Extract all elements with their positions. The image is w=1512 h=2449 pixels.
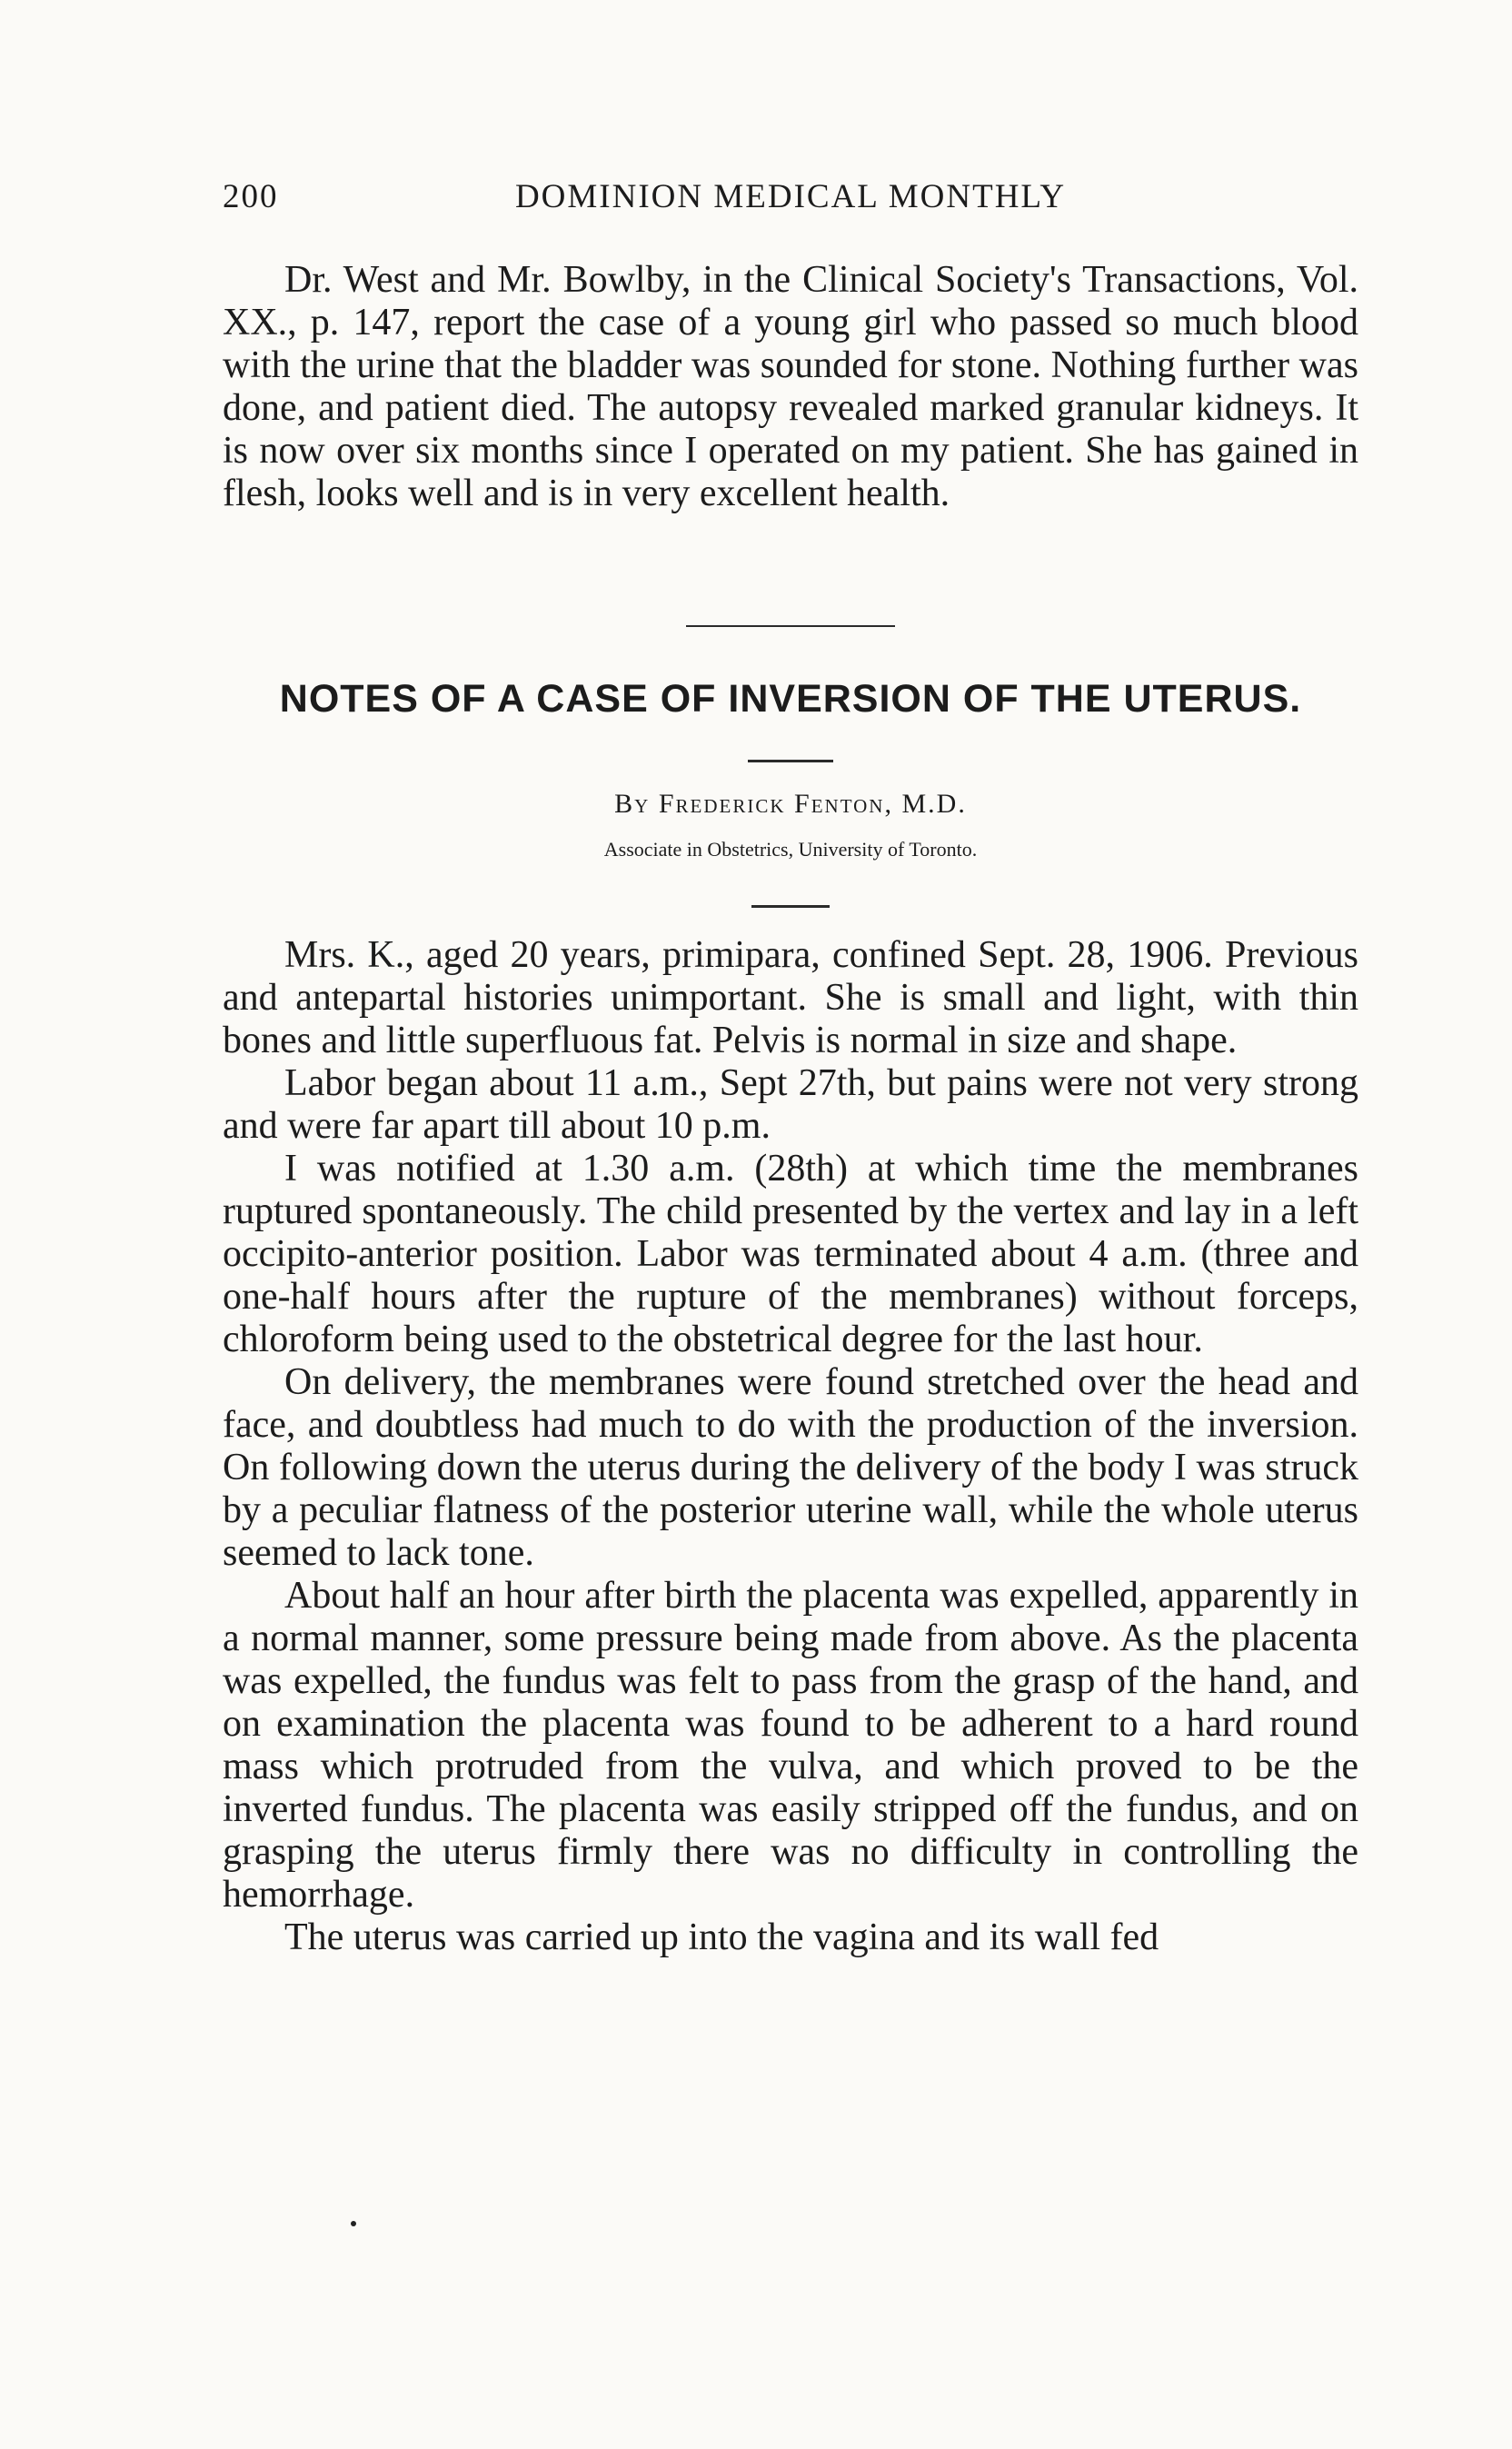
byline-divider [751,905,830,908]
article-paragraph: I was notified at 1.30 a.m. (28th) at which time the membranes ruptured spontaneously. The child presented by the vertex and lay in a left occipito-anterior position. Labor was terminated about 4 a.m. (three and one-half hours after the rupture of the membranes) without forceps, chloroform being used to the obstetrical degree for the last hour. [223,1148,1358,1360]
article-paragraph: Labor began about 11 a.m., Sept 27th, but pains were not very strong and were far apart till about 10 p.m. [223,1062,1358,1147]
intro-paragraph: Dr. West and Mr. Bowlby, in the Clinical Society's Transactions, Vol. XX., p. 147, report the case of a young girl who passed so much blood with the urine that the bladder was sounded for stone. Nothing further was done, and patient died. The autopsy revealed marked granular kidneys. It is now over six months since I operated on my patient. She has gained in flesh, looks well and is in very excellent health. [223,259,1358,514]
article-paragraph: On delivery, the membranes were found stretched over the head and face, and doubtless had much to do with the production of the inversion. On following down the uterus during the delivery of the body I was struck by a peculiar flatness of the posterior uterine wall, while the whole uterus seemed to lack tone. [223,1361,1358,1574]
section-divider [686,625,895,627]
author-affiliation: Associate in Obstetrics, University of Toronto. [603,838,978,861]
page-number: 200 [223,178,279,215]
article-title: NOTES OF A CASE OF INVERSION OF THE UTERUS. [279,677,1302,721]
journal-title: DOMINION MEDICAL MONTHLY [514,178,1067,215]
print-speck [351,2221,356,2226]
author-byline: By Frederick Fenton, M.D. [614,789,967,819]
title-divider [748,760,833,762]
article-body [223,934,1358,1959]
running-header [223,177,1358,223]
intro-section [223,259,1358,515]
article-paragraph: Mrs. K., aged 20 years, primipara, confined Sept. 28, 1906. Previous and antepartal histories unimportant. She is small and light, with thin bones and little superfluous fat. Pelvis is normal in size and shape. [223,934,1358,1061]
article-paragraph: The uterus was carried up into the vagina and its wall fed [284,1916,1159,1958]
article-paragraph: About half an hour after birth the placenta was expelled, apparently in a normal manner, some pressure being made from above. As the placenta was expelled, the fundus was felt to pass from the grasp of the hand, and on examination the placenta was found to be adherent to a hard round mass which protruded from the vulva, and which proved to be the inverted fundus. The placenta was easily stripped off the fundus, and on grasping the uterus firmly there was no difficulty in controlling the hemorrhage. [223,1575,1358,1916]
